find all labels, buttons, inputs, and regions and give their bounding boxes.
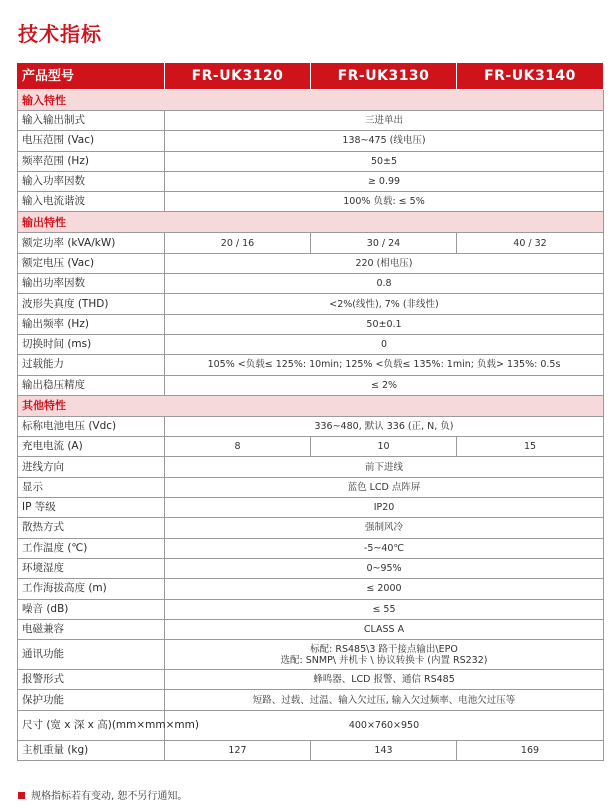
table-header-row <box>18 63 604 90</box>
row-value: 蜂鸣器、LCD 报警、通信 RS485 <box>165 670 604 690</box>
row-value-model-1: 8 <box>165 437 311 457</box>
row-label: 输入输出制式 <box>18 111 165 131</box>
row-value: 336~480, 默认 336 (正, N, 负) <box>165 416 604 436</box>
row-label-line: 尺寸 (宽 x 深 x 高) <box>22 718 112 731</box>
table-row <box>18 375 604 395</box>
table-row <box>18 740 604 760</box>
section-title: 输出特性 <box>18 212 604 233</box>
table-row <box>18 579 604 599</box>
table-row <box>18 457 604 477</box>
table-row <box>18 111 604 131</box>
section-header-row <box>18 395 604 416</box>
page-title: 技术指标 <box>18 22 102 46</box>
row-label: 额定电压 (Vac) <box>18 253 165 273</box>
row-value: ≤ 2% <box>165 375 604 395</box>
spec-table-body <box>18 63 604 761</box>
table-row <box>18 294 604 314</box>
table-row <box>18 538 604 558</box>
row-value: 400×760×950 <box>165 710 604 740</box>
table-row <box>18 437 604 457</box>
row-label: 进线方向 <box>18 457 165 477</box>
row-label: 输出稳压精度 <box>18 375 165 395</box>
row-value: 短路、过载、过温、输入欠过压, 输入欠过频率、电池欠过压等 <box>165 690 604 710</box>
table-row <box>18 171 604 191</box>
row-label: 标称电池电压 (Vdc) <box>18 416 165 436</box>
row-label: 电磁兼容 <box>18 619 165 639</box>
table-row <box>18 314 604 334</box>
row-value: -5~40℃ <box>165 538 604 558</box>
row-value: 105% <负载≤ 125%: 10min; 125% <负载≤ 135%: 1min; 负载> 135%: 0.5s <box>165 355 604 375</box>
row-value-model-3: 40 / 32 <box>457 233 604 253</box>
row-value-model-1: 20 / 16 <box>165 233 311 253</box>
row-label <box>18 710 199 740</box>
table-row <box>18 233 604 253</box>
table-row <box>18 253 604 273</box>
table-row <box>18 518 604 538</box>
row-label: 主机重量 (kg) <box>18 740 165 760</box>
footnote-text: 规格指标若有变动, 恕不另行通知。 <box>31 791 188 802</box>
table-row <box>18 619 604 639</box>
row-value: 100% 负载: ≤ 5% <box>165 192 604 212</box>
table-row <box>18 192 604 212</box>
model-fr-uk3120: FR-UK3120 <box>165 63 311 90</box>
row-label: 工作温度 (℃) <box>18 538 165 558</box>
row-label: 显示 <box>18 477 165 497</box>
section-title: 其他特性 <box>18 395 604 416</box>
row-value-model-3: 15 <box>457 437 604 457</box>
row-label: 波形失真度 (THD) <box>18 294 165 314</box>
row-value <box>165 640 604 670</box>
row-label-line: (mm×mm×mm) <box>111 718 199 731</box>
table-row <box>18 498 604 518</box>
table-row <box>18 334 604 354</box>
row-value: ≤ 55 <box>165 599 604 619</box>
row-value: <2%(线性), 7% (非线性) <box>165 294 604 314</box>
model-fr-uk3140: FR-UK3140 <box>457 63 604 90</box>
row-value-model-1: 127 <box>165 740 311 760</box>
row-value: 前下进线 <box>165 457 604 477</box>
row-value-model-2: 143 <box>311 740 457 760</box>
row-label: 输出频率 (Hz) <box>18 314 165 334</box>
table-row <box>18 670 604 690</box>
table-row <box>18 274 604 294</box>
row-label: 通讯功能 <box>18 640 165 670</box>
table-row <box>18 599 604 619</box>
row-value: 220 (相电压) <box>165 253 604 273</box>
row-label: 过载能力 <box>18 355 165 375</box>
row-label: 散热方式 <box>18 518 165 538</box>
row-label: 电压范围 (Vac) <box>18 131 165 151</box>
table-row <box>18 131 604 151</box>
row-value: 50±0.1 <box>165 314 604 334</box>
row-label: 输出功率因数 <box>18 274 165 294</box>
row-label: 充电电流 (A) <box>18 437 165 457</box>
row-value: 三进单出 <box>165 111 604 131</box>
section-header-row <box>18 212 604 233</box>
row-value: 0~95% <box>165 558 604 578</box>
table-row <box>18 640 604 670</box>
row-label: 输入功率因数 <box>18 171 165 191</box>
spec-table <box>17 62 604 761</box>
row-value: 138~475 (线电压) <box>165 131 604 151</box>
table-row <box>18 416 604 436</box>
row-value: 蓝色 LCD 点阵屏 <box>165 477 604 497</box>
row-value: 0 <box>165 334 604 354</box>
model-fr-uk3130: FR-UK3130 <box>311 63 457 90</box>
section-title: 输入特性 <box>18 90 604 111</box>
row-value-line: 标配: RS485\3 路干接点输出\EPO <box>310 643 458 655</box>
row-label: 额定功率 (kVA/kW) <box>18 233 165 253</box>
row-value: ≥ 0.99 <box>165 171 604 191</box>
row-label: 输入电流谐波 <box>18 192 165 212</box>
row-label: 报警形式 <box>18 670 165 690</box>
row-label: 环境湿度 <box>18 558 165 578</box>
row-value-line: 选配: SNMP\ 并机卡 \ 协议转换卡 (内置 RS232) <box>280 654 488 666</box>
table-row <box>18 710 604 740</box>
row-value-model-2: 30 / 24 <box>311 233 457 253</box>
row-value-model-2: 10 <box>311 437 457 457</box>
row-value: ≤ 2000 <box>165 579 604 599</box>
header-label: 产品型号 <box>18 63 165 90</box>
row-value: IP20 <box>165 498 604 518</box>
row-value: 强制风冷 <box>165 518 604 538</box>
row-value: CLASS A <box>165 619 604 639</box>
table-row <box>18 690 604 710</box>
bullet-square-icon <box>18 792 25 799</box>
row-value: 50±5 <box>165 151 604 171</box>
row-label: 保护功能 <box>18 690 165 710</box>
row-value-model-3: 169 <box>457 740 604 760</box>
table-row <box>18 477 604 497</box>
row-label: 频率范围 (Hz) <box>18 151 165 171</box>
footnote <box>18 787 187 802</box>
row-label: 切换时间 (ms) <box>18 334 165 354</box>
row-label: IP 等级 <box>18 498 165 518</box>
row-value: 0.8 <box>165 274 604 294</box>
section-header-row <box>18 90 604 111</box>
table-row <box>18 355 604 375</box>
table-row <box>18 558 604 578</box>
table-row <box>18 151 604 171</box>
row-label: 噪音 (dB) <box>18 599 165 619</box>
row-label: 工作海拔高度 (m) <box>18 579 165 599</box>
